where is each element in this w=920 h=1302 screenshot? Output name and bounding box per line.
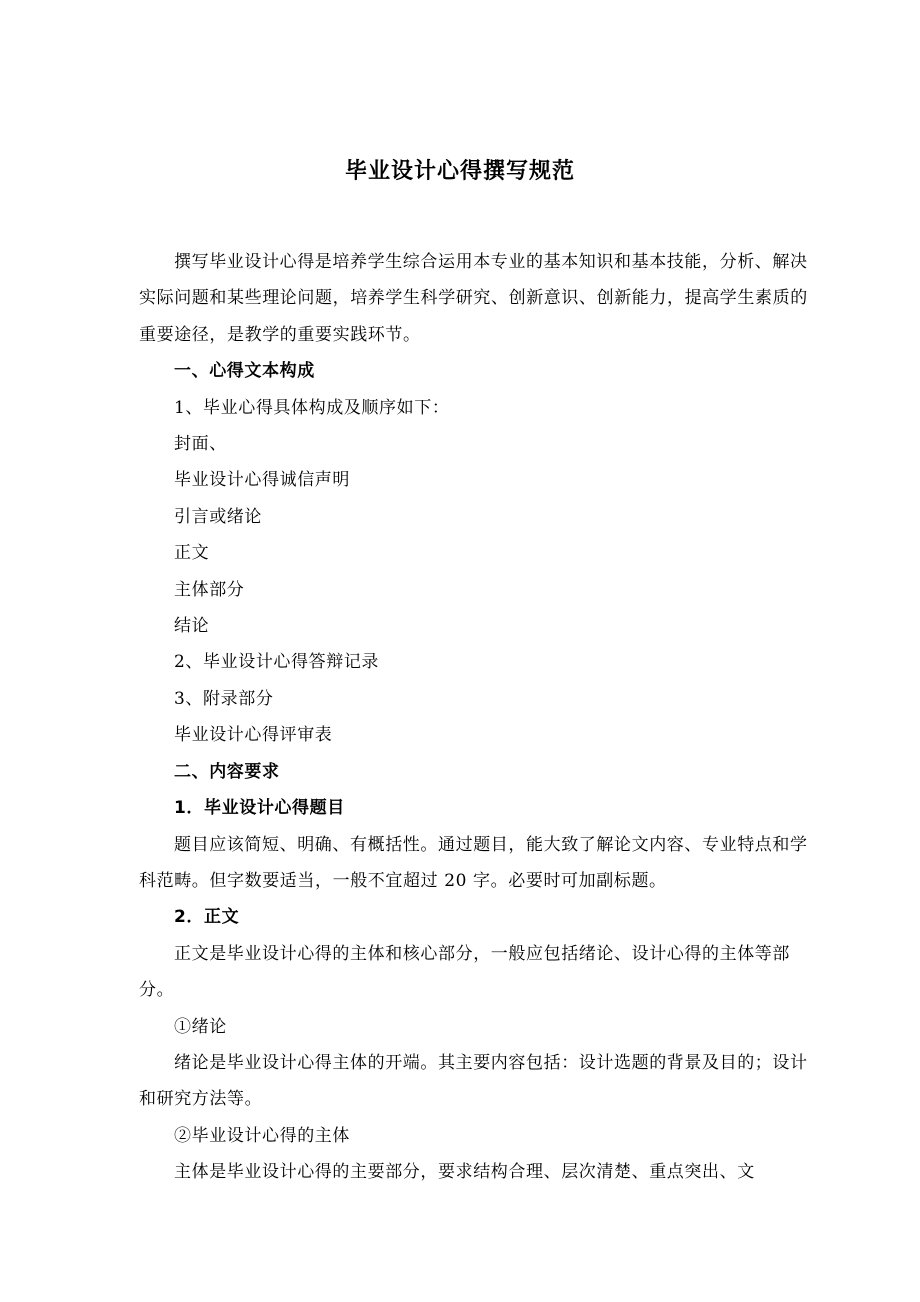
list-item: 结论 bbox=[174, 616, 210, 637]
section-heading-composition: 一、心得文本构成 bbox=[174, 361, 315, 382]
list-item: 3、附录部分 bbox=[174, 688, 274, 709]
list-item: ①绪论 bbox=[174, 1016, 227, 1037]
list-item: ②毕业设计心得的主体 bbox=[174, 1125, 350, 1146]
paragraph-title-requirements: 题目应该简短、明确、有概括性。通过题目，能大致了解论文内容、专业特点和学科范畴。但字数要适当，一般不宜超过 20 字。必要时可加副标题。 bbox=[139, 834, 808, 891]
paragraph-main-body: 主体是毕业设计心得的主要部分，要求结构合理、层次清楚、重点突出、文 bbox=[174, 1162, 755, 1183]
list-item: 正文 bbox=[174, 543, 210, 564]
subsection-heading-body: 2．正文 bbox=[174, 907, 240, 928]
list-item: 毕业设计心得诚信声明 bbox=[174, 470, 350, 491]
list-item: 封面、 bbox=[174, 434, 227, 455]
list-item: 毕业设计心得评审表 bbox=[174, 725, 333, 746]
paragraph-introduction: 绪论是毕业设计心得主体的开端。其主要内容包括：设计选题的背景及目的；设计和研究方法等。 bbox=[139, 1052, 808, 1110]
document-title: 毕业设计心得撰写规范 bbox=[344, 159, 575, 184]
subsection-heading-title: 1．毕业设计心得题目 bbox=[174, 798, 345, 819]
list-item: 1、毕业心得具体构成及顺序如下： bbox=[174, 397, 450, 418]
list-item: 主体部分 bbox=[174, 579, 245, 600]
section-heading-requirements: 二、内容要求 bbox=[174, 761, 280, 782]
intro-paragraph: 撰写毕业设计心得是培养学生综合运用本专业的基本知识和基本技能，分析、解决实际问题和某些理论问题，培养学生科学研究、创新意识、创新能力，提高学生素质的重要途径，是教学的重要实践环节。 bbox=[139, 252, 808, 345]
paragraph-body-requirements: 正文是毕业设计心得的主体和核心部分，一般应包括绪论、设计心得的主体等部分。 bbox=[139, 943, 790, 1001]
list-item: 引言或绪论 bbox=[174, 506, 262, 527]
list-item: 2、毕业设计心得答辩记录 bbox=[174, 652, 380, 673]
document-body bbox=[139, 244, 809, 1191]
